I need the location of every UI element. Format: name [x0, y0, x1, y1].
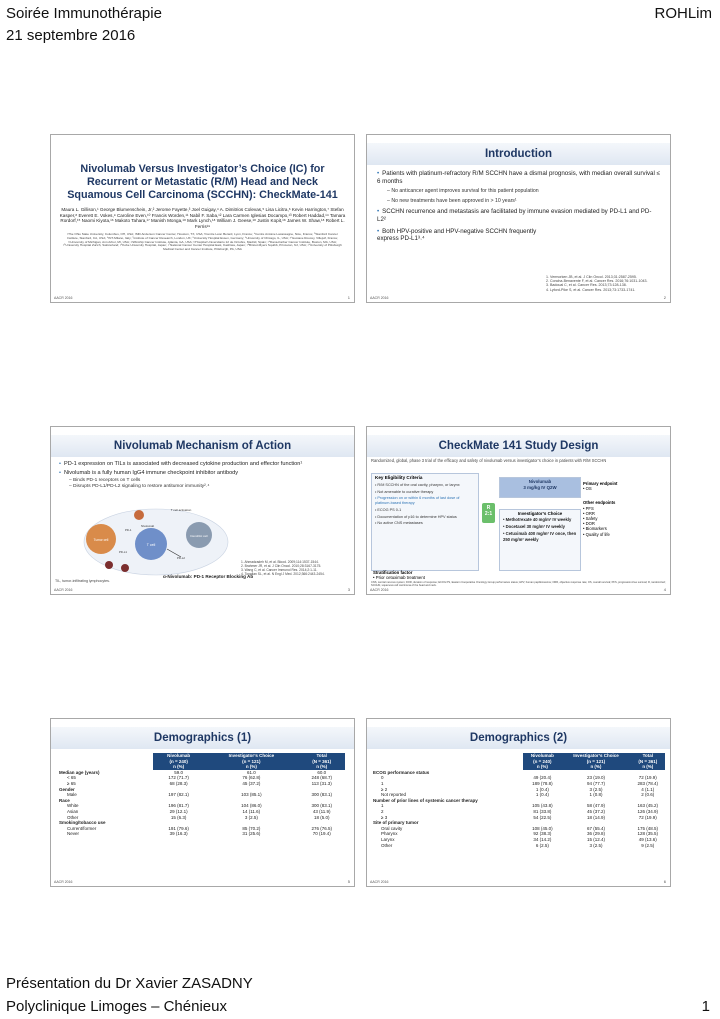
demographics-table-1: Nivolumab Investigator’s Choice Total (n = 240) (n = 121) (N = 361) n (%) n (%) n (%) Median age (years) 59.0 61.0 60.0 < 65 172 (71.7) 76 (62.8) 248 (68.7) ≥ 65 68 (28.3) 45 (37.2) 113 (31.3) Gender Male 197 (82.1) 103 (85.1) 300 (83.1) Race White 196 (81.7) 104 (86.0) 300 (83.1) Asian 29 (12.1) 14 (11.6) 43 (11.9) Other 15 (6.3) 3 (2.5) 18 (5.0) Smoking/tobacco use Current/former 191 (79.6) 85 (70.2) 276 (76.5) Never 39 (16.3) 31 (25.6) 70 (19.4)	[57, 753, 345, 837]
randomization-badge: R 2:1	[482, 503, 495, 523]
label-dendritic-cell: Dendritic cell	[190, 534, 208, 538]
table-cell: 104 (86.0)	[241, 803, 262, 809]
table-cell: 248 (68.7)	[311, 775, 332, 781]
table-cell: 3 (2.5)	[589, 842, 603, 848]
slide-5-title: Demographics (1)	[51, 727, 354, 749]
row-label: Male	[67, 792, 77, 798]
table-cell: 61.0	[246, 769, 256, 775]
row-label: Race	[59, 797, 70, 803]
slide-4	[366, 426, 671, 595]
row-label: Not reported	[381, 792, 407, 798]
row-label: Pharynx	[381, 831, 398, 837]
table-cell: 36 (29.8)	[586, 831, 605, 837]
table-cell: 3 (2.5)	[244, 814, 258, 820]
table-cell: 72 (19.9)	[638, 775, 657, 781]
footer-presenter: Présentation du Dr Xavier ZASADNY	[6, 975, 253, 992]
table-cell: 128 (35.5)	[637, 831, 659, 837]
table-cell: 59.0	[174, 769, 184, 775]
slide-6	[366, 718, 671, 887]
slide-5	[50, 718, 355, 887]
table-cell: 45 (37.2)	[242, 780, 261, 786]
table-row	[57, 831, 345, 837]
table-cell: 108 (45.0)	[532, 825, 553, 831]
slide-6-title: Demographics (2)	[367, 727, 670, 749]
table-cell: 54 (22.5)	[533, 814, 552, 820]
row-label: Other	[67, 814, 79, 820]
row-label: Oral cavity	[381, 825, 403, 831]
table-cell: 15 (6.3)	[170, 814, 187, 820]
slide-2-bullet: • SCCHN recurrence and metastasis are facilitated by immune evasion mediated by PD-L1 and PD-L2²	[377, 208, 652, 223]
table-cell: 103 (85.1)	[241, 792, 262, 798]
slide-2-title: Introduction	[367, 143, 670, 165]
row-label: Never	[67, 831, 80, 837]
investigator-choice-box: Investigator’s Choice • Methotrexate 40 mg/m² IV weekly • Docetaxel 30 mg/m² IV weekly • Cetuximab 400 mg/m² IV once, then 250 mg/m² weekly	[499, 509, 581, 571]
page-header-title: Soirée Immunothérapie	[6, 5, 162, 22]
table-cell: 18 (5.0)	[313, 814, 330, 820]
table-cell: 1 (0.4)	[535, 792, 549, 798]
table-cell: 18 (14.9)	[586, 814, 605, 820]
slide-4-subtitle: Randomized, global, phase 3 trial of the efficacy and safety of nivolumab versus investigator’s choice in patients with R/M SCCHN	[371, 458, 607, 463]
row-label: 1	[381, 780, 384, 786]
table-cell: 70 (19.4)	[312, 831, 331, 837]
page-header-date: 21 septembre 2016	[6, 27, 136, 44]
row-label: Gender	[59, 786, 75, 792]
table-cell: 191 (79.6)	[168, 825, 189, 831]
table-cell: 39 (16.3)	[169, 831, 188, 837]
slide-6-footer: AACR 2016	[370, 880, 389, 884]
table-cell: 49 (20.4)	[533, 775, 552, 781]
table-cell: 2 (0.6)	[641, 792, 655, 798]
row-label: ≥ 3	[381, 814, 388, 820]
table-cell: 29 (12.1)	[169, 808, 188, 814]
table-cell: 1 (0.8)	[589, 792, 603, 798]
table-cell: 300 (83.1)	[311, 803, 332, 809]
slide-3-bullet: • PD-1 expression on TILs is associated with decreased cytokine production and effector function¹	[59, 461, 303, 467]
slide-3-abbrev: TIL, tumor-infiltrating lymphocytes.	[55, 579, 110, 583]
row-label: ≥ 2	[381, 786, 388, 792]
table-cell: 163 (45.2)	[637, 803, 659, 809]
table-cell: 60.0	[317, 769, 327, 775]
demographics-table-2: Nivolumab Investigator’s Choice Total (n = 240) (n = 121) (N = 361) n (%) n (%) n (%) ECOG performance status 0 49 (20.4) 23 (19.0) 72 (19.9) 1 189 (78.8) 94 (77.7) 283 (78.4) ≥ 2 1 (0.4) 3 (2.5) 4 (1.1) Not reported 1 (0.4) 1 (0.8) 2 (0.6) Number of prior lines of systemic cancer therapy 1 105 (43.8) 58 (47.9) 163 (45.2) 2 81 (33.8) 45 (37.2) 126 (34.9) ≥ 3 54 (22.5) 18 (14.9) 72 (19.9) Site of primary tumor Oral cavity 108 (45.0) 67 (55.4) 175 (48.5) Pharynx 92 (38.3) 36 (29.8) 128 (35.5) Larynx 34 (14.2) 15 (12.4) 49 (13.6) Other 6 (2.5) 3 (2.5) 9 (2.5)	[371, 753, 665, 848]
row-label: Asian	[67, 808, 79, 814]
table-cell: 76 (62.8)	[242, 775, 261, 781]
row-label: White	[67, 803, 79, 809]
slide-5-footer: AACR 2016	[54, 880, 73, 884]
table-cell: 81 (33.8)	[533, 808, 552, 814]
row-label: Other	[381, 842, 393, 848]
table-cell: 6 (2.5)	[535, 842, 549, 848]
col-header-ic: Investigator’s Choice	[204, 753, 298, 759]
row-label: 2	[381, 808, 384, 814]
slide-1-footer: AACR 2016	[54, 296, 73, 300]
mechanism-diagram	[81, 497, 231, 577]
table-row	[371, 843, 665, 849]
slide-2-bullet: • Patients with platinum-refractory R/M SCCHN have a dismal prognosis, with median overall survival ≤ 6 months	[377, 170, 660, 185]
table-cell: 31 (25.6)	[242, 831, 261, 837]
ic-title: Investigator’s Choice	[517, 511, 563, 516]
slide-1-affiliations: ¹The Ohio State University, Columbus, OH, USA; ²MD Anderson Cancer Center, Houston, TX, USA; ³Centre Léon Berard, Lyon, France; ⁴Centre Antoine Lacassagne, Nice, France; ⁵Stanford Cancer Institute, Stanford, CA, USA; ⁶INT-Milano, Italy; ⁷Institute of Cancer Research, London, UK; ⁸University Hospital Essen, Germany; ⁹University of Chicago, IL, USA; ¹⁰Gustave Roussy, Villejuif, France; ¹¹University of Michigan, Ann Arbor, MI, USA; ¹²Winship Cancer Institute, Atlanta, GA, USA; ¹³Hospital Universitario 12 de Octubre, Madrid, Spain; ¹⁴Dana-Farber Cancer Institute, Boston, MA, USA; ¹⁵University Hospital Zurich, Switzerland; ¹⁶Kobe University Hospital, Japan; ¹⁷National Cancer Center Hospital East, Kashiwa, Japan; ¹⁸Bristol-Myers Squibb, Princeton, NJ, USA; ¹⁹University of Pittsburgh Medical Center and Cancer Institute, Pittsburgh, PA, USA	[63, 232, 342, 252]
row-label: < 65	[67, 775, 76, 781]
slide-2-bullet: • Both HPV-positive and HPV-negative SCCHN frequently express PD-L1³˒⁴	[377, 227, 537, 243]
table-cell: 283 (78.4)	[637, 780, 659, 786]
slide-3-caption: ɑ-Nivolumab: PD-1 Receptor Blocking Ab	[163, 574, 254, 579]
slide-2-sub-bullet: – No new treatments have been approved in > 10 years¹	[387, 197, 517, 204]
row-label: Larynx	[381, 836, 395, 842]
eligibility-list: • R/M SCCHN of the oral cavity, pharynx, or larynx • Not amenable to curative therapy • Progression on or within 6 months of last dose of platinum-based therapy • ECOG PS 0-1 • Documentation of p16 to determine HPV status • No active CNS metastases	[375, 483, 460, 526]
table-cell: 9 (2.5)	[641, 842, 655, 848]
table-cell: 58 (47.9)	[586, 803, 605, 809]
endpoints: Primary endpoint • OS Other endpoints • PFS • ORR • Safety • DOR • Biomarkers • Quality of life	[583, 481, 618, 537]
table-cell: 72 (19.9)	[638, 814, 657, 820]
label-activation: T cell activation	[170, 508, 192, 512]
row-label: Number of prior lines of systemic cancer therapy	[373, 797, 478, 803]
col-header-total: Total	[631, 753, 665, 759]
slide-1-title: Nivolumab Versus Investigator’s Choice (IC) for Recurrent or Metastatic (R/M) Head and Neck Squamous Cell Carcinoma (SCCHN): CheckMate-141	[67, 163, 338, 202]
table-cell: 3 (2.5)	[589, 786, 603, 792]
slide-1-authors: Maura L. Gillison,¹ George Blumenschein, Jr,² Jerome Fayette,³ Joel Guigay,⁴ A. Dimitrios Colevas,⁵ Lisa Licitra,⁶ Kevin Harrington,⁷ Stefan Kasper,⁸ Everett E. Vokes,⁹ Caroline Even,¹⁰ Francis Worden,¹¹ Nabil F. Saba,¹² Lara Carmen Iglesias Docampo,¹³ Robert Haddad,¹⁴ Tamara Rordorf,¹⁵ Naomi Kiyota,¹⁶ Makoto Tahara,¹⁷ Manish Monga,¹⁸ Mark Lynch,¹⁸ William J. Geese,¹⁸ Justin Kopit,¹⁸ James W. Shaw,¹⁸ Robert L. Ferris¹⁹	[59, 206, 346, 230]
table-cell: 68 (28.3)	[169, 780, 188, 786]
slide-5-number: 5	[347, 879, 350, 884]
table-cell: 14 (11.6)	[242, 808, 261, 814]
slide-4-number: 4	[663, 587, 666, 592]
label-tumor-cell: Tumor cell	[93, 538, 109, 542]
table-cell: 105 (43.8)	[532, 803, 553, 809]
slide-3-footer: AACR 2016	[54, 588, 73, 592]
table-cell: 34 (14.2)	[533, 836, 552, 842]
table-cell: 197 (82.1)	[168, 792, 189, 798]
table-cell: 49 (13.6)	[638, 836, 657, 842]
table-cell: 175 (48.5)	[637, 825, 659, 831]
label-pdl1: PD-L1	[119, 550, 127, 554]
label-t-cell: T cell	[146, 543, 156, 547]
table-cell: 15 (12.4)	[586, 836, 605, 842]
row-label: Site of primary tumor	[373, 820, 419, 826]
label-pdl2: PD-L2	[177, 556, 185, 560]
row-label: Smoking/tobacco use	[59, 820, 106, 826]
table-cell: 85 (70.2)	[242, 825, 261, 831]
row-label: Median age (years)	[59, 769, 100, 775]
page-header-org: ROHLim	[654, 5, 712, 22]
footer-page-number: 1	[701, 998, 710, 1015]
table-cell: 126 (34.9)	[637, 808, 659, 814]
slide-1	[50, 134, 355, 303]
table-cell: 4 (1.1)	[641, 786, 655, 792]
table-cell: 94 (77.7)	[586, 780, 605, 786]
slide-4-abbrev: CNS, central nervous system; DOR, duration of response; ECOG PS, Eastern Cooperative Oncology Group performance status; HPV, human papillomavirus; ORR, objective response rate; OS, overall survival; PFS, progression-free survival; R, randomized; SCCHN, squamous cell carcinoma of the head and neck.	[371, 581, 666, 588]
col-header-nivolumab: Nivolumab	[523, 753, 561, 759]
row-label: 1	[381, 803, 384, 809]
table-cell: 43 (11.9)	[312, 808, 331, 814]
row-label: ECOG performance status	[373, 769, 430, 775]
col-header-ic: Investigator’s Choice	[561, 753, 630, 759]
slide-3-references: 1. Ahmadzadeh M, et al. Blood. 2009;114:1537-1544. 2. Brahmer JR, et al. J Clin Oncol. 2010;28:3167-3175. 3. Wang C, et al. Cancer Immunol Res. 2014;2:1-11. 4. Topalian SL, et al. N Engl J Med. 2012;366:2443-2454.	[241, 560, 325, 577]
slide-3-number: 3	[347, 587, 350, 592]
slide-2-references: 1. Vermorken JB, et al. J Clin Oncol. 2013;31:2587-2595. 2. Concha-Benavente F, et al. Cancer Res. 2016;76:1031-1043. 3. Badoual C, et al. Cancer Res. 2013;73:128-138. 4. Lyford-Pike S, et al. Cancer Res. 2013;73:1733-1741.	[546, 274, 648, 292]
label-pd1: PD-1	[125, 528, 132, 532]
row-label: ≥ 65	[67, 780, 76, 786]
table-cell: 172 (71.7)	[168, 775, 189, 781]
slide-6-number: 6	[663, 879, 666, 884]
table-cell: 23 (19.0)	[586, 775, 605, 781]
slide-2-footer: AACR 2016	[370, 296, 389, 300]
row-label: 0	[381, 775, 384, 781]
slide-3-sub-bullet: – Binds PD-1 receptors on T cells	[69, 477, 141, 483]
table-cell: 67 (55.4)	[586, 825, 605, 831]
table-cell: 92 (38.3)	[533, 831, 552, 837]
table-cell: 45 (37.2)	[586, 808, 605, 814]
stratification: Stratification factor • Prior cetuximab treatment	[373, 570, 425, 581]
eligibility-box	[371, 473, 479, 571]
slide-4-title: CheckMate 141 Study Design	[367, 435, 670, 457]
table-cell: 189 (78.8)	[532, 780, 553, 786]
eligibility-title: Key Eligibility Criteria	[375, 475, 423, 480]
slide-2-number: 2	[663, 295, 666, 300]
label-nivolumab: Nivolumab	[141, 524, 155, 528]
slide-3-sub-bullet: – Disrupts PD-L1/PD-L2 signaling to restore antitumor immunity²˒⁴	[69, 483, 210, 489]
footer-location: Polyclinique Limoges – Chénieux	[6, 998, 227, 1015]
slide-3-title: Nivolumab Mechanism of Action	[51, 435, 354, 457]
row-label: Current/former	[67, 825, 97, 831]
col-header-nivolumab: Nivolumab	[153, 753, 204, 759]
slide-1-number: 1	[347, 295, 350, 300]
slide-2-sub-bullet: – No anticancer agent improves survival for this patient population	[387, 188, 539, 195]
table-cell: 276 (76.5)	[311, 825, 332, 831]
slide-2	[366, 134, 671, 303]
slide-3-bullet: • Nivolumab is a fully human IgG4 immune checkpoint inhibitor antibody	[59, 469, 239, 476]
table-cell: 196 (81.7)	[168, 803, 189, 809]
col-header-total: Total	[298, 753, 345, 759]
slide-3	[50, 426, 355, 595]
nivolumab-arm-box: Nivolumab 3 mg/kg IV Q2W	[499, 477, 581, 498]
table-cell: 300 (83.1)	[311, 792, 332, 798]
table-cell: 113 (31.3)	[311, 780, 332, 786]
slide-4-footer: AACR 2016	[370, 588, 389, 592]
table-cell: 1 (0.4)	[535, 786, 549, 792]
